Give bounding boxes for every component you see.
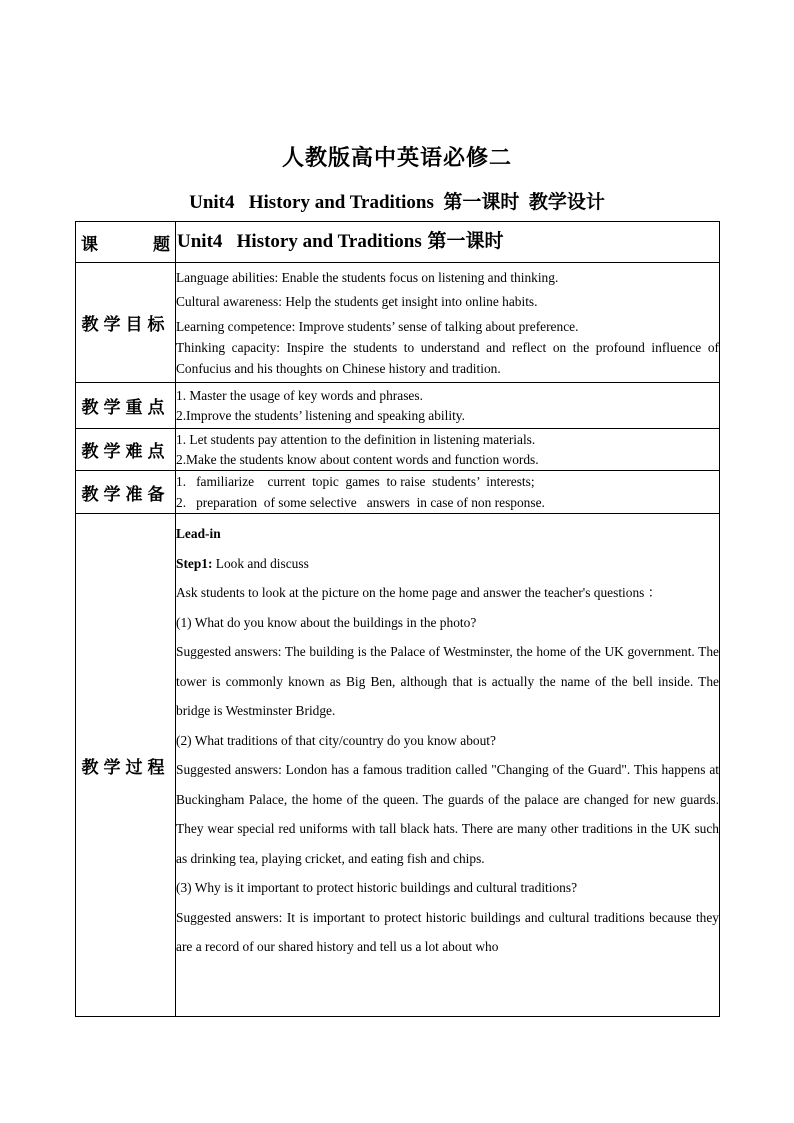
preparation-line: 2. preparation of some selective answers in case of non response. [176, 495, 545, 510]
subject-row [76, 222, 720, 263]
key-points-content [176, 383, 720, 429]
objectives-row [76, 263, 720, 383]
answer-3: Suggested answers: It is important to protect historic buildings and cultural traditions because they are a record of our shared history and tell us a lot about who [176, 909, 719, 954]
subject-value [176, 222, 720, 263]
subject-value-zh: 第一课时 [427, 231, 504, 252]
process-row [76, 514, 720, 1017]
objectives-label: 教学目标 [76, 263, 176, 383]
answer-1: Suggested answers: The building is the Palace of Westminster, the home of the UK government. The tower is commonly known as Big Ben, although that is actually the name of the bell inside. The bridge is Westminster Bridge. [176, 644, 719, 718]
lead-in-heading: Lead-in [176, 526, 221, 541]
answer-2: Suggested answers: London has a famous tradition called "Changing of the Guard". This happens at Buckingham Palace, the home of the queen. The guards of the palace are changed for new guards. They wear special red uniforms with tall black hats. There are many other traditions in the UK such as drinking tea, playing cricket, and eating fish and chips. [176, 762, 719, 866]
difficulty-line: 1. Let students pay attention to the definition in listening materials. [176, 432, 536, 447]
objectives-content [176, 263, 720, 383]
document-subtitle: Unit4 History and Traditions 第一课时 教学设计 [189, 192, 605, 213]
intro-paragraph: Ask students to look at the picture on the home page and answer the teacher's questions ： [176, 585, 662, 600]
step-line [176, 549, 719, 579]
difficulties-content [176, 429, 720, 471]
key-point-line: 1. Master the usage of key words and phrases. [176, 388, 423, 403]
process-content [176, 514, 720, 1017]
objective-line: Thinking capacity: Inspire the students to understand and reflect on the profound influence of Confucius and his thoughts on Chinese history and tradition. [176, 340, 719, 376]
question-1: (1) What do you know about the buildings in the photo? [176, 614, 477, 630]
step-text: Look and discuss [212, 555, 309, 571]
objective-line: Cultural awareness: Help the students get insight into online habits. [176, 294, 538, 309]
subject-value-en: Unit4 History and Traditions [177, 231, 427, 252]
question-2: (2) What traditions of that city/country do you know about? [176, 732, 496, 748]
difficulty-line: 2.Make the students know about content words and function words. [176, 452, 539, 467]
step-label: Step1: [176, 555, 213, 571]
objective-line: Language abilities: Enable the students focus on listening and thinking. [176, 270, 559, 285]
key-points-row [76, 383, 720, 429]
preparation-label: 教学准备 [76, 471, 176, 514]
process-label: 教学过程 [76, 514, 176, 1017]
preparation-line: 1. familiarize current topic games to raise students’ interests; [176, 474, 535, 489]
document-title: 人教版高中英语必修二 [281, 145, 512, 170]
lesson-plan-table [75, 221, 720, 1017]
key-point-line: 2.Improve the students’ listening and speaking ability. [176, 408, 465, 423]
question-3: (3) Why is it important to protect historic buildings and cultural traditions? [176, 880, 578, 895]
difficulties-row [76, 429, 720, 471]
objective-line: Learning competence: Improve students’ sense of talking about preference. [176, 319, 579, 334]
preparation-content [176, 471, 720, 514]
subject-label: 课 题 [76, 222, 176, 263]
key-points-label: 教学重点 [76, 383, 176, 429]
preparation-row [76, 471, 720, 514]
difficulties-label: 教学难点 [76, 429, 176, 471]
